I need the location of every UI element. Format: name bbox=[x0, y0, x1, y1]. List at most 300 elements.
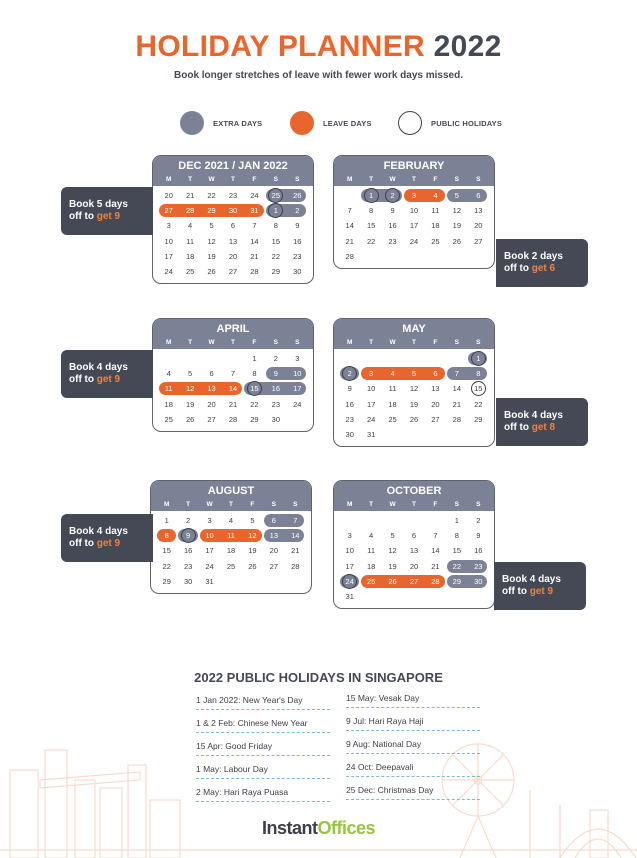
callout-line2 bbox=[502, 586, 586, 598]
day-number: 5 bbox=[390, 531, 395, 541]
day-cell bbox=[403, 590, 424, 603]
day-cell bbox=[220, 544, 241, 557]
day-number: 21 bbox=[291, 546, 300, 556]
weekday-label: W bbox=[389, 501, 396, 508]
day-number: 31 bbox=[345, 592, 354, 602]
public-holiday-item: 24 Oct: Deepavali bbox=[346, 762, 480, 777]
day-number: 28 bbox=[345, 251, 354, 261]
calendar-title: OCTOBER bbox=[386, 485, 442, 497]
day-cell bbox=[403, 544, 424, 557]
day-number: 17 bbox=[366, 399, 376, 409]
public-holiday-item: 15 Apr: Good Friday bbox=[196, 741, 330, 756]
day-number: 3 bbox=[347, 531, 352, 541]
day-number: 3 bbox=[369, 369, 374, 379]
day-number: 14 bbox=[228, 384, 238, 394]
day-number: 2 bbox=[476, 516, 481, 526]
day-cell bbox=[201, 204, 222, 217]
day-cell bbox=[339, 514, 360, 527]
weekday-row bbox=[334, 337, 494, 349]
day-number: 14 bbox=[345, 221, 354, 231]
weekday-label: M bbox=[166, 176, 172, 183]
day-number: 3 bbox=[411, 191, 417, 201]
day-number: 20 bbox=[431, 399, 440, 409]
day-number: 21 bbox=[345, 236, 354, 246]
callout-pre: off to bbox=[69, 374, 97, 385]
day-cell bbox=[468, 590, 489, 603]
day-cell bbox=[425, 590, 446, 603]
day-cell bbox=[201, 413, 222, 426]
week-row bbox=[339, 513, 489, 528]
day-cell bbox=[468, 514, 489, 527]
callout-line1: Book 4 days bbox=[504, 410, 563, 421]
day-cell bbox=[425, 204, 446, 217]
day-cell bbox=[201, 352, 222, 365]
weekday-label: S bbox=[273, 339, 279, 346]
day-cell bbox=[158, 235, 179, 248]
day-cell bbox=[425, 352, 446, 365]
day-number: 18 bbox=[185, 251, 195, 261]
day-number: 1 bbox=[273, 206, 278, 216]
day-cell bbox=[265, 204, 286, 217]
day-cell bbox=[446, 560, 467, 573]
day-number: 18 bbox=[164, 399, 173, 409]
day-number: 1 bbox=[369, 191, 374, 201]
day-cell bbox=[201, 189, 222, 202]
day-cell bbox=[220, 529, 241, 542]
day-cell bbox=[382, 560, 403, 573]
calendar-may bbox=[333, 318, 495, 447]
day-number: 13 bbox=[409, 546, 419, 556]
grey-dot-icon bbox=[180, 111, 204, 135]
day-number: 31 bbox=[366, 430, 376, 440]
week-row bbox=[339, 203, 489, 218]
day-number: 24 bbox=[164, 267, 173, 277]
day-cell bbox=[339, 204, 360, 217]
day-number: 3 bbox=[207, 516, 212, 526]
day-number: 16 bbox=[345, 399, 354, 409]
public-holiday-item: 2 May: Hari Raya Puasa bbox=[196, 787, 330, 802]
day-cell bbox=[201, 398, 222, 411]
day-number: 31 bbox=[250, 206, 259, 216]
day-number: 11 bbox=[186, 236, 195, 246]
day-cell bbox=[199, 529, 220, 542]
day-cell bbox=[287, 235, 308, 248]
day-cell bbox=[339, 560, 360, 573]
callout-line2 bbox=[69, 374, 153, 386]
day-cell bbox=[403, 382, 424, 395]
day-cell bbox=[158, 398, 179, 411]
day-cell bbox=[403, 514, 424, 527]
callout-line1: Book 2 days bbox=[504, 251, 563, 262]
callout-get: get 9 bbox=[96, 538, 121, 549]
day-cell bbox=[403, 219, 424, 232]
day-number: 26 bbox=[248, 561, 257, 571]
day-cell bbox=[158, 352, 179, 365]
callout-pre: off to bbox=[69, 211, 97, 222]
day-number: 25 bbox=[226, 561, 236, 571]
day-number: 14 bbox=[452, 384, 462, 394]
day-cell bbox=[242, 560, 263, 573]
day-number: 17 bbox=[409, 221, 419, 231]
day-cell bbox=[446, 352, 467, 365]
day-cell bbox=[242, 544, 263, 557]
callout-line1: Book 4 days bbox=[69, 362, 128, 373]
day-number: 20 bbox=[474, 221, 483, 231]
day-cell bbox=[403, 250, 424, 263]
legend-public-label: PUBLIC HOLIDAYS bbox=[431, 118, 503, 128]
day-cell bbox=[179, 189, 200, 202]
weekday-label: M bbox=[166, 339, 172, 346]
day-number: 25 bbox=[388, 414, 397, 424]
orange-dot-icon bbox=[290, 111, 314, 135]
day-number: 7 bbox=[252, 221, 257, 231]
day-cell bbox=[403, 367, 424, 380]
weekday-label: F bbox=[433, 501, 438, 508]
week-row bbox=[339, 366, 489, 381]
day-cell bbox=[360, 382, 381, 395]
weekday-label: S bbox=[476, 176, 481, 183]
weekday-label: T bbox=[229, 501, 233, 508]
day-number: 10 bbox=[345, 546, 354, 556]
day-cell bbox=[287, 367, 308, 380]
savings-callout bbox=[494, 562, 586, 610]
day-cell bbox=[339, 428, 360, 441]
day-number: 22 bbox=[474, 399, 483, 409]
day-number: 25 bbox=[366, 576, 376, 586]
day-cell bbox=[382, 590, 403, 603]
day-number: 17 bbox=[164, 251, 173, 261]
day-cell bbox=[446, 235, 467, 248]
day-number: 26 bbox=[293, 191, 302, 201]
week-row bbox=[156, 528, 306, 543]
weekday-label: F bbox=[433, 339, 438, 346]
day-cell bbox=[382, 235, 403, 248]
calendar-title: FEBRUARY bbox=[383, 160, 445, 172]
day-number: 12 bbox=[248, 531, 257, 541]
day-cell bbox=[244, 235, 265, 248]
day-cell bbox=[468, 219, 489, 232]
calendar-header bbox=[334, 156, 494, 186]
day-cell bbox=[360, 590, 381, 603]
day-cell bbox=[339, 189, 360, 202]
weekday-label: S bbox=[293, 501, 298, 508]
day-cell bbox=[222, 204, 243, 217]
day-cell bbox=[158, 204, 179, 217]
day-number: 27 bbox=[269, 561, 279, 571]
weekday-label: T bbox=[369, 339, 374, 346]
day-cell bbox=[199, 575, 220, 588]
day-number: 4 bbox=[188, 221, 193, 231]
weekday-label: W bbox=[208, 176, 215, 183]
day-cell bbox=[382, 428, 403, 441]
day-number: 24 bbox=[205, 561, 214, 571]
day-cell bbox=[360, 428, 381, 441]
day-number: 10 bbox=[205, 531, 214, 541]
calendar-aug bbox=[150, 480, 312, 594]
day-cell bbox=[468, 235, 489, 248]
calendar-header bbox=[153, 319, 313, 349]
day-cell bbox=[403, 398, 424, 411]
day-cell bbox=[446, 413, 467, 426]
day-number: 30 bbox=[228, 206, 238, 216]
day-number: 24 bbox=[366, 414, 376, 424]
day-cell bbox=[468, 529, 489, 542]
day-cell bbox=[158, 265, 179, 278]
legend-leave-label: LEAVE DAYS bbox=[323, 118, 372, 128]
calendar-body bbox=[153, 186, 313, 283]
day-number: 11 bbox=[388, 384, 397, 394]
day-number: 19 bbox=[388, 561, 397, 571]
day-number: 12 bbox=[409, 384, 419, 394]
day-number: 17 bbox=[205, 546, 214, 556]
day-cell bbox=[265, 352, 286, 365]
outline-circle-icon bbox=[398, 111, 422, 135]
callout-get: get 9 bbox=[96, 211, 121, 222]
weekday-label: S bbox=[295, 339, 300, 346]
day-number: 14 bbox=[291, 531, 300, 541]
calendar-header bbox=[151, 481, 311, 511]
day-number: 1 bbox=[454, 516, 459, 526]
day-number: 6 bbox=[230, 221, 236, 231]
callout-get: get 6 bbox=[531, 263, 556, 274]
day-cell bbox=[360, 544, 381, 557]
weekday-label: W bbox=[208, 339, 215, 346]
callout-line1: Book 4 days bbox=[502, 574, 561, 585]
weekday-label: T bbox=[231, 339, 235, 346]
day-cell bbox=[199, 514, 220, 527]
day-cell bbox=[382, 575, 403, 588]
day-cell bbox=[403, 575, 424, 588]
callout-get: get 9 bbox=[96, 374, 121, 385]
day-number: 7 bbox=[230, 369, 236, 379]
day-cell bbox=[244, 189, 265, 202]
day-cell bbox=[425, 219, 446, 232]
day-cell bbox=[220, 560, 241, 573]
day-number: 10 bbox=[293, 369, 302, 379]
calendar-body bbox=[334, 349, 494, 446]
brand-part2: Offices bbox=[317, 818, 376, 838]
day-cell bbox=[263, 575, 284, 588]
callout-line2 bbox=[69, 211, 153, 223]
day-cell bbox=[382, 529, 403, 542]
day-cell bbox=[177, 575, 198, 588]
week-row bbox=[339, 188, 489, 203]
day-number: 3 bbox=[166, 221, 171, 231]
weekday-label: F bbox=[252, 176, 257, 183]
callout-line2 bbox=[69, 538, 153, 550]
weekday-label: T bbox=[188, 339, 193, 346]
day-cell bbox=[425, 413, 446, 426]
day-cell bbox=[425, 250, 446, 263]
day-number: 7 bbox=[454, 369, 459, 379]
day-cell bbox=[222, 235, 243, 248]
day-number: 18 bbox=[388, 399, 397, 409]
day-number: 26 bbox=[452, 236, 462, 246]
day-number: 28 bbox=[228, 414, 238, 424]
day-number: 2 bbox=[390, 191, 395, 201]
day-cell bbox=[468, 560, 489, 573]
day-cell bbox=[201, 382, 222, 395]
day-cell bbox=[265, 367, 286, 380]
day-cell bbox=[360, 367, 381, 380]
weekday-label: T bbox=[369, 501, 374, 508]
day-cell bbox=[425, 514, 446, 527]
weekday-label: S bbox=[454, 176, 460, 183]
legend-extra bbox=[180, 110, 262, 136]
day-cell bbox=[179, 398, 200, 411]
day-cell bbox=[360, 514, 381, 527]
week-row bbox=[158, 351, 308, 366]
day-number: 18 bbox=[226, 546, 236, 556]
day-number: 19 bbox=[207, 251, 216, 261]
day-number: 6 bbox=[433, 369, 438, 379]
day-number: 24 bbox=[293, 399, 302, 409]
weekday-label: T bbox=[188, 176, 193, 183]
day-cell bbox=[468, 398, 489, 411]
day-cell bbox=[156, 560, 177, 573]
day-cell bbox=[222, 352, 243, 365]
day-number: 13 bbox=[269, 531, 279, 541]
calendar-oct bbox=[333, 480, 495, 609]
day-cell bbox=[179, 204, 200, 217]
day-number: 12 bbox=[388, 546, 397, 556]
day-number: 5 bbox=[250, 516, 255, 526]
day-number: 9 bbox=[347, 384, 352, 394]
calendar-title: AUGUST bbox=[207, 485, 255, 497]
day-number: 9 bbox=[186, 531, 191, 541]
callout-get: get 8 bbox=[531, 422, 556, 433]
day-cell bbox=[244, 352, 265, 365]
day-number: 15 bbox=[474, 384, 483, 394]
day-number: 30 bbox=[293, 267, 302, 277]
day-cell bbox=[158, 367, 179, 380]
day-cell bbox=[287, 250, 308, 263]
day-number: 1 bbox=[252, 354, 257, 364]
day-number: 23 bbox=[388, 236, 397, 246]
day-cell bbox=[179, 413, 200, 426]
day-number: 12 bbox=[185, 384, 195, 394]
day-number: 16 bbox=[474, 546, 483, 556]
day-cell bbox=[179, 235, 200, 248]
weekday-row bbox=[153, 174, 313, 186]
day-number: 10 bbox=[366, 384, 376, 394]
day-cell bbox=[158, 382, 179, 395]
day-number: 23 bbox=[345, 414, 354, 424]
day-cell bbox=[360, 189, 381, 202]
day-cell bbox=[446, 382, 467, 395]
day-number: 29 bbox=[162, 576, 171, 586]
day-cell bbox=[425, 382, 446, 395]
savings-callout bbox=[496, 398, 588, 446]
day-cell bbox=[446, 575, 467, 588]
day-cell bbox=[156, 575, 177, 588]
day-number: 18 bbox=[431, 221, 440, 231]
day-number: 6 bbox=[209, 369, 214, 379]
day-number: 21 bbox=[431, 561, 440, 571]
day-number: 30 bbox=[271, 414, 281, 424]
day-cell bbox=[468, 428, 489, 441]
day-number: 23 bbox=[474, 561, 483, 571]
day-cell bbox=[382, 204, 403, 217]
day-number: 13 bbox=[207, 384, 216, 394]
day-cell bbox=[382, 382, 403, 395]
day-number: 16 bbox=[183, 546, 193, 556]
day-number: 18 bbox=[366, 561, 376, 571]
day-cell bbox=[244, 265, 265, 278]
day-number: 24 bbox=[250, 191, 259, 201]
day-number: 23 bbox=[228, 191, 238, 201]
day-number: 25 bbox=[164, 414, 173, 424]
day-number: 23 bbox=[183, 561, 193, 571]
day-number: 29 bbox=[207, 206, 216, 216]
day-number: 26 bbox=[185, 414, 195, 424]
day-number: 19 bbox=[248, 546, 257, 556]
day-cell bbox=[403, 352, 424, 365]
savings-callout bbox=[61, 187, 153, 235]
weekday-label: T bbox=[412, 176, 416, 183]
day-number: 20 bbox=[207, 399, 216, 409]
day-cell bbox=[468, 189, 489, 202]
day-cell bbox=[382, 413, 403, 426]
calendar-body bbox=[334, 186, 494, 268]
day-cell bbox=[265, 265, 286, 278]
day-number: 15 bbox=[452, 546, 462, 556]
day-number: 27 bbox=[228, 267, 238, 277]
day-cell bbox=[179, 352, 200, 365]
day-cell bbox=[360, 219, 381, 232]
day-cell bbox=[446, 590, 467, 603]
week-row bbox=[156, 513, 306, 528]
callout-line1: Book 5 days bbox=[69, 199, 128, 210]
day-cell bbox=[360, 398, 381, 411]
calendar-title: APRIL bbox=[216, 323, 250, 335]
day-number: 16 bbox=[293, 236, 302, 246]
day-cell bbox=[201, 250, 222, 263]
week-row bbox=[339, 543, 489, 558]
day-cell bbox=[339, 544, 360, 557]
weekday-label: T bbox=[412, 339, 416, 346]
day-number: 8 bbox=[369, 206, 374, 216]
day-number: 9 bbox=[273, 369, 278, 379]
day-cell bbox=[244, 398, 265, 411]
day-number: 12 bbox=[452, 206, 462, 216]
day-number: 16 bbox=[388, 221, 397, 231]
day-cell bbox=[425, 189, 446, 202]
day-cell bbox=[446, 398, 467, 411]
weekday-label: T bbox=[186, 501, 191, 508]
weekday-label: S bbox=[295, 176, 300, 183]
day-number: 25 bbox=[271, 191, 281, 201]
day-number: 26 bbox=[207, 267, 216, 277]
day-number: 30 bbox=[474, 576, 483, 586]
week-row bbox=[339, 412, 489, 427]
day-number: 22 bbox=[250, 399, 259, 409]
calendar-body bbox=[151, 511, 311, 593]
day-cell bbox=[244, 382, 265, 395]
week-row bbox=[339, 218, 489, 233]
week-row bbox=[339, 351, 489, 366]
day-cell bbox=[446, 189, 467, 202]
day-cell bbox=[179, 219, 200, 232]
day-cell bbox=[265, 398, 286, 411]
day-cell bbox=[263, 514, 284, 527]
day-cell bbox=[339, 219, 360, 232]
brand-logo bbox=[0, 818, 637, 839]
calendar-decjan bbox=[152, 155, 314, 284]
day-cell bbox=[425, 428, 446, 441]
week-row bbox=[156, 543, 306, 558]
savings-callout bbox=[61, 350, 153, 398]
